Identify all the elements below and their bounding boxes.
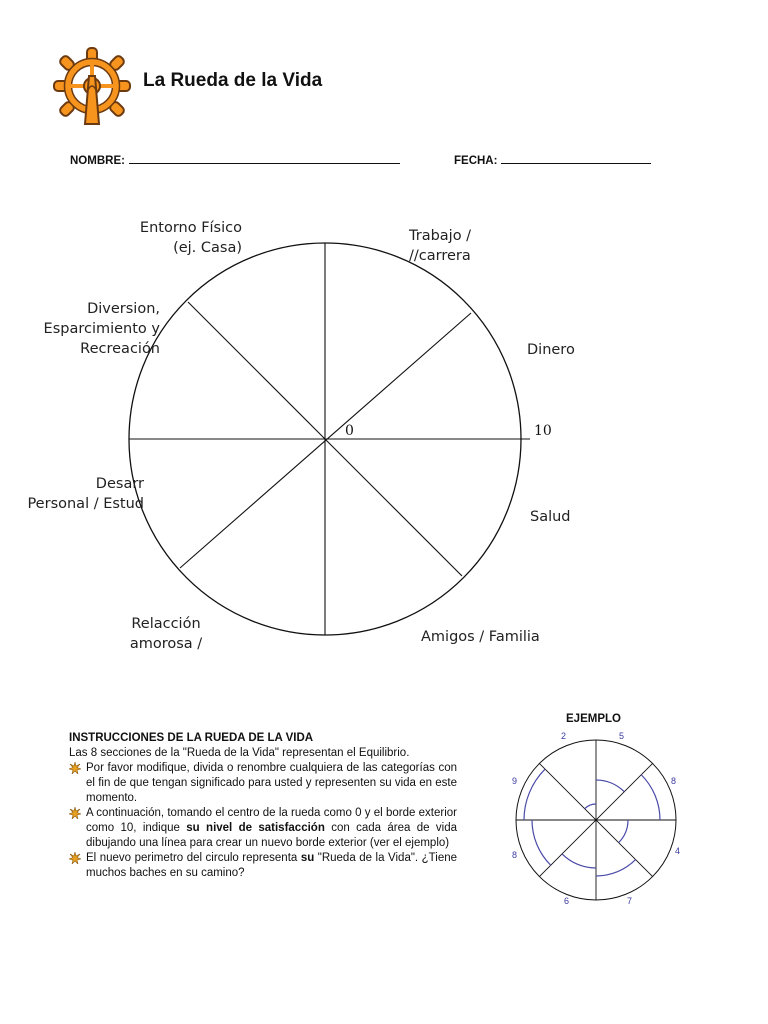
- segment-label-trabajo[interactable]: Trabajo / //carrera: [409, 228, 472, 264]
- example-score: 5: [619, 731, 625, 741]
- instructions: [69, 731, 457, 881]
- wheel-center-label: 0: [345, 423, 354, 439]
- example-title: EJEMPLO: [566, 713, 621, 725]
- example-score-arc: [596, 860, 636, 876]
- instructions-intro: Las 8 secciones de la "Rueda de la Vida" representan el Equilibrio.: [69, 747, 410, 759]
- segment-label-dinero[interactable]: Dinero: [527, 342, 575, 358]
- list-item: El nuevo perimetro del circulo representa su "Rueda de la Vida". ¿Tiene muchos baches en su camino?: [69, 851, 457, 881]
- segment-label-diversion[interactable]: Diversion, Esparcimiento y Recreación: [43, 301, 160, 357]
- example-score: 2: [561, 731, 567, 741]
- example-score: 8: [512, 850, 518, 860]
- segment-label-salud[interactable]: Salud: [530, 509, 571, 525]
- example-score: 8: [671, 776, 677, 786]
- sun-bullet-icon: [69, 852, 81, 864]
- segment-label-relacion[interactable]: Relacción amorosa /: [129, 616, 203, 652]
- example-score-arc: [585, 804, 596, 809]
- fecha-label: FECHA:: [454, 155, 498, 167]
- example-score: 7: [627, 896, 633, 906]
- example-score: 4: [675, 846, 681, 856]
- page-title: La Rueda de la Vida: [143, 70, 323, 91]
- segment-label-amigos[interactable]: Amigos / Familia: [421, 629, 540, 645]
- example-score-arc: [619, 820, 628, 843]
- example-score: 9: [512, 776, 518, 786]
- example-score: 6: [564, 896, 570, 906]
- example-score-arc: [524, 769, 545, 820]
- sun-bullet-icon: [69, 762, 81, 774]
- example-score-arc: [562, 854, 596, 868]
- nombre-label: NOMBRE:: [70, 155, 125, 167]
- segment-label-desarrollo[interactable]: Desarr Personal / Estud: [27, 476, 144, 512]
- example-wheel: [500, 725, 700, 915]
- list-item: A continuación, tomando el centro de la rueda como 0 y el borde exterior como 10, indique su nivel de satisfacción con cada área de vida dibujando una línea para crear un nuevo borde exterior (ver el ejemplo): [69, 806, 457, 851]
- segment-label-entorno[interactable]: Entorno Físico (ej. Casa): [139, 220, 242, 256]
- example-score-arc: [532, 820, 551, 865]
- example-score-arc: [641, 775, 660, 820]
- instructions-heading: INSTRUCCIONES DE LA RUEDA DE LA VIDA: [69, 732, 314, 744]
- list-item: Por favor modifique, divida o renombre cualquiera de las categorías con el fin de que tengan significado para usted y representen su vida en este momento.: [69, 761, 457, 806]
- sun-bullet-icon: [69, 807, 81, 819]
- wheel-edge-label: 10: [534, 423, 552, 439]
- example-score-arc: [596, 780, 624, 792]
